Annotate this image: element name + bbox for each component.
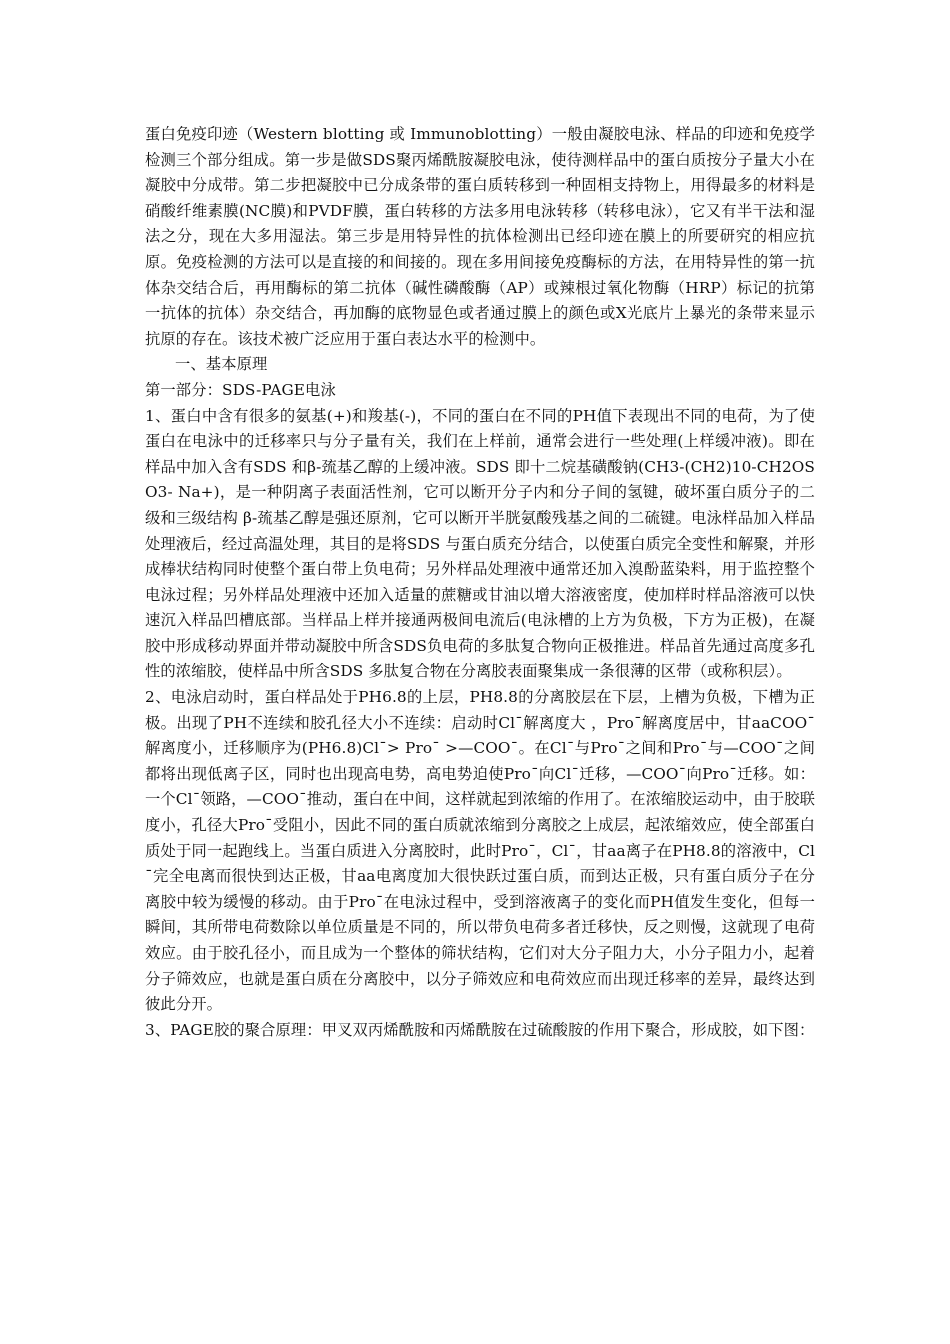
paragraph-2: 2、电泳启动时，蛋白样品处于PH6.8的上层，PH8.8的分离胶层在下层，上槽为负极，下槽为正极。出现了PH不连续和胶孔径大小不连续：启动时Cl¯解离度大 ，Pro¯解离度居中，甘aaCOO¯解离度小，迁移顺序为(PH6.8)Cl¯> Pro¯ >—COO¯。在Cl¯与Pro¯之间和Pro¯与—COO¯之间都将出现低离子区，同时也出现高电势，高电势迫使Pro¯向Cl¯迁移，—COO¯向Pro¯迁移。如：一个Cl¯领路，—COO¯推动，蛋白在中间，这样就起到浓缩的作用了。在浓缩胶运动中，由于胶联度小，孔径大Pro¯受阻小，因此不同的蛋白质就浓缩到分离胶之上成层，起浓缩效应，使全部蛋白质处于同一起跑线上。当蛋白质进入分离胶时，此时Pro¯，Cl¯，甘aa离子在PH8.8的溶液中，Cl¯完全电离而很快到达正极，甘aa电离度加大很快跃过蛋白质，而到达正极，只有蛋白质分子在分离胶中较为缓慢的移动。由于Pro¯在电泳过程中，受到溶液离子的变化而PH值发生变化，但每一瞬间，其所带电荷数除以单位质量是不同的，所以带负电荷多者迁移快，反之则慢，这就现了电荷效应。由于胶孔径小，而且成为一个整体的筛状结构，它们对大分子阻力大，小分子阻力小，起着分子筛效应，也就是蛋白质在分离胶中，以分子筛效应和电荷效应而出现迁移率的差异，最终达到彼此分开。 xyxy=(145,688,815,1014)
intro-paragraph: 蛋白免疫印迹（Western blotting 或 Immunoblotting）一般由凝胶电泳、样品的印迹和免疫学检测三个部分组成。第一步是做SDS聚丙烯酰胺凝胶电泳，使待测样品中的蛋白质按分子量大小在凝胶中分成带。第二步把凝胶中已分成条带的蛋白质转移到一种固相支持物上，用得最多的材料是硝酸纤维素膜(NC膜)和PVDF膜，蛋白转移的方法多用电泳转移（转移电泳），它又有半干法和湿法之分，现在大多用湿法。第三步是用特异性的抗体检测出已经印迹在膜上的所要研究的相应抗原。免疫检测的方法可以是直接的和间接的。现在多用间接免疫酶标的方法，在用特异性的第一抗体杂交结合后，再用酶标的第二抗体（碱性磷酸酶（AP）或辣根过氧化物酶（HRP）标记的抗第一抗体的抗体）杂交结合，再加酶的底物显色或者通过膜上的颜色或X光底片上暴光的条带来显示抗原的存在。该技术被广泛应用于蛋白表达水平的检测中。 xyxy=(145,125,815,348)
document-page xyxy=(145,122,815,1043)
paragraph-3: 3、PAGE胶的聚合原理：甲叉双丙烯酰胺和丙烯酰胺在过硫酸胺的作用下聚合，形成胶，如下图： xyxy=(145,1020,815,1039)
section-heading: 一、基本原理 xyxy=(175,355,268,374)
part-heading: 第一部分：SDS-PAGE电泳 xyxy=(145,380,336,399)
paragraph-1: 1、蛋白中含有很多的氨基(+)和羧基(-)，不同的蛋白在不同的PH值下表现出不同的电荷，为了使蛋白在电泳中的迁移率只与分子量有关，我们在上样前，通常会进行一些处理(上样缓冲液)。即在样品中加入含有SDS 和β-巯基乙醇的上缓冲液。SDS 即十二烷基磺酸钠(CH3-(CH2)10-CH2OSO3- Na+)，是一种阴离子表面活性剂，它可以断开分子内和分子间的氢键，破坏蛋白质分子的二级和三级结构 β-巯基乙醇是强还原剂，它可以断开半胱氨酸残基之间的二硫键。电泳样品加入样品处理液后，经过高温处理，其目的是将SDS 与蛋白质充分结合，以使蛋白质完全变性和解聚，并形成棒状结构同时使整个蛋白带上负电荷；另外样品处理液中通常还加入溴酚蓝染料，用于监控整个电泳过程；另外样品处理液中还加入适量的蔗糖或甘油以增大溶液密度，使加样时样品溶液可以快速沉入样品凹槽底部。当样品上样并接通两极间电流后(电泳槽的上方为负极，下方为正极)，在凝胶中形成移动界面并带动凝胶中所含SDS负电荷的多肽复合物向正极推进。样品首先通过高度多孔性的浓缩胶，使样品中所含SDS 多肽复合物在分离胶表面聚集成一条很薄的区带（或称积层）。 xyxy=(145,406,815,681)
